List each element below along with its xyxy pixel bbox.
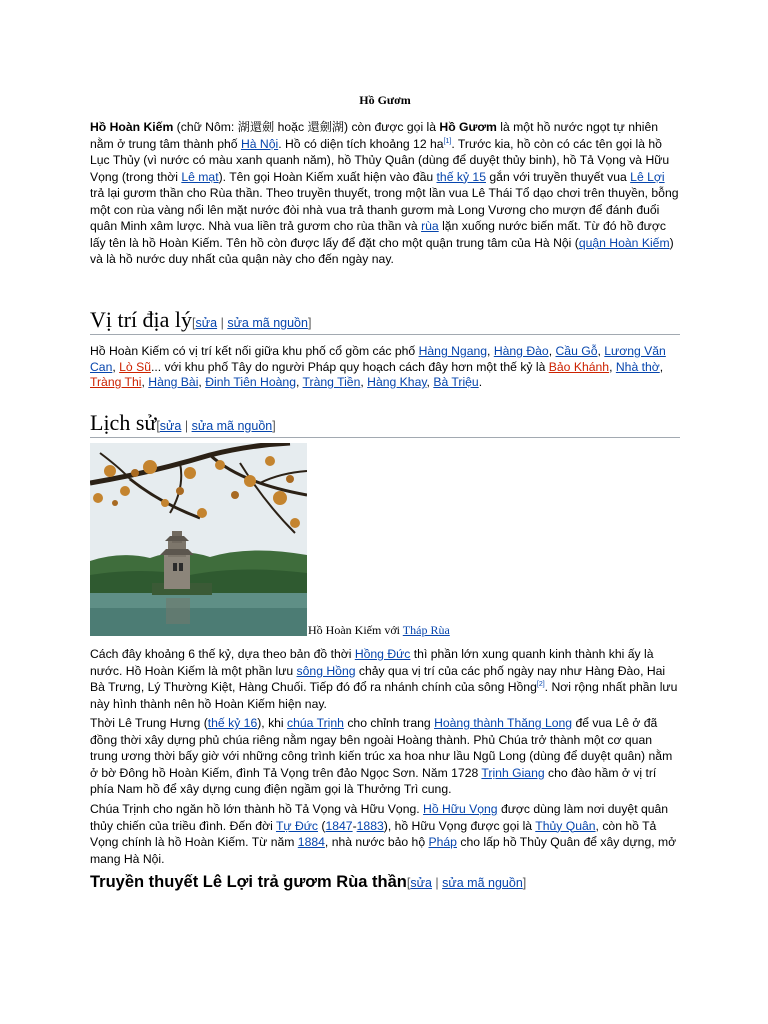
link-hang-khay[interactable]: Hàng Khay xyxy=(367,375,427,389)
history-text: Chúa Trịnh cho ngăn hồ lớn thành hồ Tả Vọng và Hữu Vọng. xyxy=(90,802,424,816)
location-paragraph xyxy=(90,344,680,391)
history-text: Cách đây khoảng 6 thế kỷ, dựa theo bản đồ thời xyxy=(90,647,355,661)
link-1883[interactable]: 1883 xyxy=(356,818,384,833)
separator: | xyxy=(217,316,228,330)
lake-photo[interactable] xyxy=(90,443,307,636)
intro-text: ). Tên gọi Hoàn Kiếm xuất hiện vào đầu xyxy=(218,169,437,184)
intro-text: . Hồ có diện tích khoảng 12 ha xyxy=(278,136,444,151)
caption-text: Hồ Hoàn Kiếm với xyxy=(308,623,403,637)
edit-source-link[interactable]: sửa mã nguồn xyxy=(227,316,308,330)
intro-text: gắn với truyền thuyết vua xyxy=(486,169,631,184)
history-text: . Nơi rộng nhất phần lưu này hình thành nên hồ Hoàn Kiếm hiện nay. xyxy=(90,680,678,711)
intro-text: lặn xuống nước biến mất. Từ đó hồ được lấy tên là hồ Hoàn Kiếm. Tên hồ còn được lấy để đặt cho một quận trung tâm của Hà Nội ( xyxy=(90,219,666,250)
link-hong-duc[interactable]: Hồng Đức xyxy=(354,647,411,661)
edit-source-link[interactable]: sửa mã nguồn xyxy=(442,876,523,890)
link-ho-huu-vong[interactable]: Hồ Hữu Vọng xyxy=(423,802,498,816)
edit-links xyxy=(156,419,275,433)
history-text: cho chỉnh trang xyxy=(343,716,435,730)
link-hang-ngang[interactable]: Hàng Ngang xyxy=(418,344,488,358)
history-text: , nhà nước bảo hộ xyxy=(324,835,429,849)
link-trang-tien[interactable]: Tràng Tiền xyxy=(302,375,361,389)
location-text: Hồ Hoàn Kiếm có vị trí kết nối giữa khu phố cổ gồm các phố xyxy=(90,344,419,358)
history-text: Thời Lê Trung Hưng ( xyxy=(90,716,208,730)
section-title: Lịch sử xyxy=(90,410,157,435)
intro-text: ) và là hồ nước duy nhất của quận này cho đến ngày nay. xyxy=(90,235,674,266)
comma: , xyxy=(597,344,605,358)
link-thap-rua[interactable]: Tháp Rùa xyxy=(402,623,450,637)
link-bao-khanh[interactable]: Bảo Khánh xyxy=(548,359,610,374)
edit-source-link[interactable]: sửa mã nguồn xyxy=(191,419,273,433)
link-ha-noi[interactable]: Hà Nội xyxy=(240,136,279,151)
bracket: ] xyxy=(307,316,312,330)
history-text: cho đào hầm ở vị trí phía Nam hồ để xây dựng cung điện ngầm gọi là Thưởng Trì cung. xyxy=(90,765,657,796)
history-text: được dùng làm nơi duyệt quân thủy chiến của triều đình. Đến đời xyxy=(90,802,669,833)
intro-paragraph xyxy=(90,119,680,268)
comma: , xyxy=(112,359,120,374)
link-le-loi[interactable]: Lê Lợi xyxy=(630,169,665,184)
history-paragraph-2 xyxy=(90,715,680,798)
link-dinh-tien-hoang[interactable]: Đinh Tiên Hoàng xyxy=(205,375,296,389)
comma: , xyxy=(659,359,664,374)
link-1884[interactable]: 1884 xyxy=(297,835,325,849)
link-the-ky-16[interactable]: thế kỷ 16 xyxy=(207,716,258,730)
section-heading-legend xyxy=(90,873,680,892)
link-1847[interactable]: 1847 xyxy=(325,818,353,833)
photo-caption xyxy=(308,623,450,638)
intro-text: ) còn được gọi là xyxy=(344,120,440,134)
section-heading-history xyxy=(90,409,680,438)
intro-bold-name: Hồ Hoàn Kiếm xyxy=(90,120,174,134)
reference-2[interactable]: [2] xyxy=(536,680,545,688)
history-text: - xyxy=(352,818,357,833)
link-phap[interactable]: Pháp xyxy=(428,835,457,849)
intro-text: là một hồ nước ngọt tự nhiên nằm ở trung tâm thành phố xyxy=(90,120,659,151)
link-quan-hoan-kiem[interactable]: quận Hoàn Kiếm xyxy=(578,235,670,250)
intro-text: trả lại gươm thần cho Rùa thần. Theo truyền thuyết, trong một lần vua Lê Thái Tổ dạo chơi trên thuyền, bỗng một con rùa vàng nổi lên mặt nước đòi nhà vua trả thanh gươm mà Long Vương cho mượn để đánh đuổi quân Minh xâm lược. Nhà vua liền trả gươm cho rùa thần và xyxy=(90,186,679,233)
link-rua[interactable]: rùa xyxy=(421,219,439,233)
edit-link[interactable]: sửa xyxy=(410,876,432,890)
intro-text: (chữ Nôm: xyxy=(173,120,238,134)
history-text: ), khi xyxy=(257,716,288,730)
link-lo-su[interactable]: Lò Sũ xyxy=(119,359,151,374)
link-the-ky-15[interactable]: thế kỷ 15 xyxy=(436,169,486,184)
reference-1[interactable]: [1] xyxy=(443,137,452,145)
link-ba-trieu[interactable]: Bà Triệu xyxy=(433,375,479,389)
location-text: ... với khu phố Tây do người Pháp quy hoạch cách đây hơn một thế kỷ là xyxy=(151,359,549,374)
comma: , xyxy=(426,375,434,389)
nom-name-1: 湖還劍 xyxy=(237,120,275,134)
history-text: để vua Lê ở đã đồng thời xây dựng phủ chúa riêng nằm ngay bên ngoài Hoàng thành. Phủ Chúa trở thành một cơ quan trung ương thời bấy giờ với những công trình kiến trúc xa hoa như lầu Ngũ Long (dùng để duyệt quân) nằm ở bờ Đông hồ Hoàn Kiếm, đình Tả Vọng trên đảo Ngọc Sơn. Năm 1728 xyxy=(90,716,673,780)
link-hang-bai[interactable]: Hàng Bài xyxy=(148,375,199,389)
history-text: , còn hồ Tả Vọng chính là hồ Hoàn Kiếm. Từ năm xyxy=(90,818,657,849)
link-tu-duc[interactable]: Tự Đức xyxy=(275,818,319,833)
history-text: cho lấp hồ Thủy Quân để xây dựng, mở mang Hà Nội. xyxy=(90,835,677,866)
link-trang-thi[interactable]: Tràng Thi xyxy=(90,375,142,389)
comma: , xyxy=(198,375,206,389)
separator: | xyxy=(181,419,192,433)
nom-name-2: 還劍湖 xyxy=(307,120,344,134)
history-text: thì phần lớn xung quanh kinh thành khi ấy là nước. Hồ Hoàn Kiếm là một phần lưu xyxy=(90,647,654,678)
section-heading-location xyxy=(90,306,680,335)
bracket: ] xyxy=(272,419,276,433)
comma: , xyxy=(295,375,303,389)
link-cau-go[interactable]: Cầu Gỗ xyxy=(555,344,598,358)
link-chua-trinh[interactable]: chúa Trịnh xyxy=(287,716,344,730)
lake-photo-image xyxy=(90,443,307,636)
bracket: [ xyxy=(156,419,160,433)
separator: | xyxy=(431,876,443,890)
link-hang-dao[interactable]: Hàng Đào xyxy=(493,344,549,358)
bracket: [ xyxy=(406,876,411,890)
history-text: ), hồ Hữu Vọng được gọi là xyxy=(383,818,536,833)
link-nha-tho[interactable]: Nhà thờ xyxy=(615,359,660,374)
edit-links xyxy=(407,876,526,890)
bracket: [ xyxy=(192,316,196,330)
link-luong-van-can[interactable]: Lương Văn Can xyxy=(90,344,666,374)
subsection-title: Truyền thuyết Lê Lợi trả gươm Rùa thần xyxy=(90,873,407,891)
history-text: chảy qua vị trí của các phố ngày nay như Hàng Đào, Hai Bà Trưng, Lý Thường Kiệt, Hàng Chuối. Tiếp đó đổ ra nhánh chính của sông Hồng xyxy=(90,663,666,694)
link-thuy-quan[interactable]: Thủy Quân xyxy=(535,818,596,833)
comma: , xyxy=(487,344,494,358)
intro-bold-alt-name: Hồ Gươm xyxy=(439,120,497,134)
intro-text: . Trước kia, hồ còn có các tên gọi là hồ Lục Thủy (vì nước có màu xanh quanh năm), hồ Thủy Quân (dùng để duyệt thủy binh), hồ Tả Vọng và Hữu Vọng (trong thời xyxy=(90,136,670,184)
link-song-hong[interactable]: sông Hồng xyxy=(296,663,356,678)
section-title: Vị trí địa lý xyxy=(90,307,193,332)
intro-text: hoặc xyxy=(274,120,308,134)
comma: , xyxy=(548,344,556,358)
comma: , xyxy=(609,359,616,374)
page-title: Hồ Gươm xyxy=(359,93,411,107)
history-paragraph-3 xyxy=(90,801,680,867)
edit-link[interactable]: sửa xyxy=(195,316,218,330)
link-le-mat[interactable]: Lê mạt xyxy=(181,169,219,184)
history-text: ( xyxy=(318,818,326,833)
comma: , xyxy=(141,375,149,389)
bracket: ] xyxy=(522,876,527,890)
edit-links xyxy=(192,316,311,330)
location-text: . xyxy=(478,375,483,389)
link-trinh-giang[interactable]: Trịnh Giang xyxy=(481,765,545,780)
link-hoang-thanh-thang-long[interactable]: Hoàng thành Thăng Long xyxy=(434,716,573,730)
comma: , xyxy=(360,375,368,389)
history-paragraph-1 xyxy=(90,646,680,712)
edit-link[interactable]: sửa xyxy=(159,419,182,433)
